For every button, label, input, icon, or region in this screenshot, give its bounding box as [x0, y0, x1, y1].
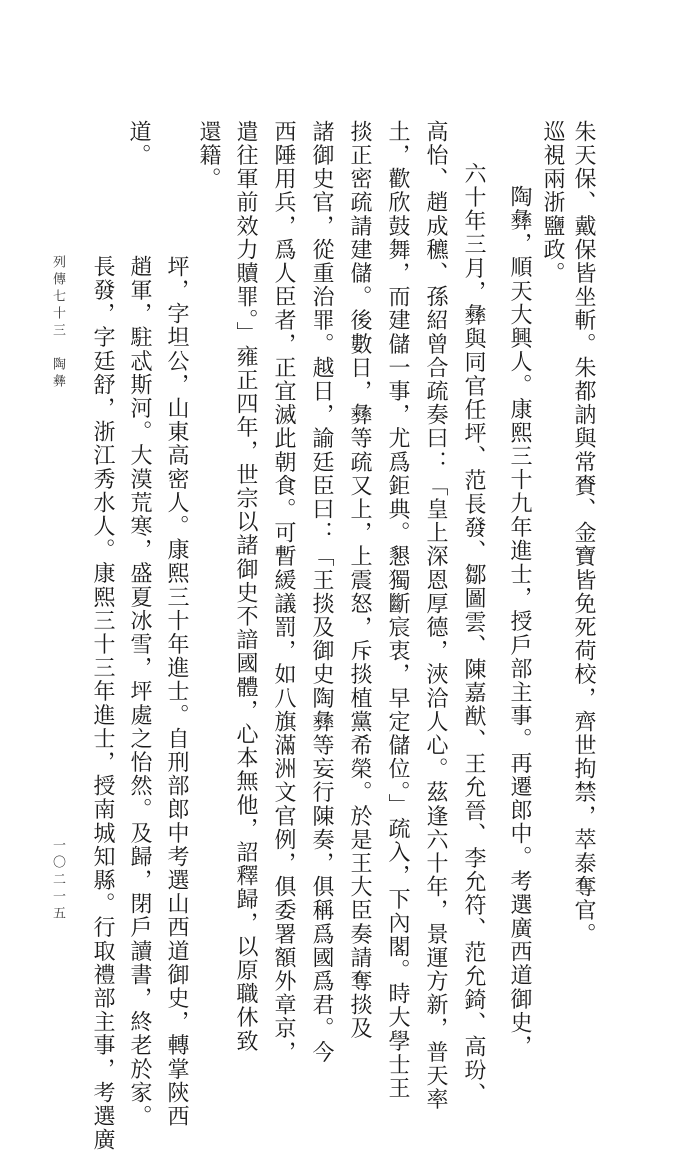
text-column-8: 諸御史官，從重治罪。越日，諭廷臣曰：「王掞及御史陶彝等妄行陳奏，俱稱爲國爲君。今: [309, 120, 334, 1064]
text-column-4: 六十年三月，彝與同官任坪、范長發、鄒圖雲、陳嘉猷、王允晉、李允符、范允錡、高玢、: [461, 162, 486, 1106]
text-column-11: 還籍。: [196, 120, 221, 191]
text-column-10: 遣往軍前效力贖罪。」雍正四年，世宗以諸御史不諳國體，心本無他，詔釋歸，以原職休致: [233, 120, 258, 1053]
text-column-9: 西陲用兵，爲人臣者，正宜滅此朝食。可暫緩議罰，如八旗滿洲文官例，俱委署額外章京，: [271, 120, 296, 1064]
text-column-6: 土，歡欣鼓舞，而建儲一事，尤爲鉅典。懇獨斷宸衷，早定儲位。」疏入，下內閣。時大學士王: [385, 120, 410, 1101]
text-column-5: 高怡、趙成穮、孫紹曾合疏奏曰：「皇上深恩厚德，浹洽人心。茲逢六十年，景運方新，普天率: [423, 120, 448, 1112]
text-column-7: 掞正密疏請建儲。後數日，彝等疏又上，上震怒，斥掞植黨希榮。於是王大臣奏請奪掞及: [347, 120, 372, 1041]
text-column-15: 長發，字廷舒，浙江秀水人。康熙三十三年進士，授南城知縣。行取禮部主事，考選廣: [90, 255, 115, 1152]
text-column-13: 道。: [126, 120, 151, 168]
text-column-14-visible: 趙軍，駐忒斯河。大漠荒寒，盛夏冰雪，坪處之怡然。及歸，閉戶讀書，終老於家。: [127, 255, 152, 1129]
text-column-3: 陶彝，順天大興人。康熙三十九年進士，授戶部主事。再遷郎中。考選廣西道御史，: [507, 185, 532, 1059]
text-column-2: 巡視兩浙鹽政。: [540, 120, 565, 286]
running-header-left: 列傳七十三 陶彝: [50, 255, 65, 391]
text-column-12: 坪，字坦公，山東高密人。康熙三十年進士。自刑部郎中考選山西道御史，轉掌陝西: [164, 255, 189, 1129]
page-number: 一〇二一五: [50, 838, 65, 923]
text-column-1: 朱天保、戴保皆坐斬。朱都訥與常賚、金寶皆免死荷校，齊世拘禁，萃泰奪官。: [571, 120, 596, 946]
